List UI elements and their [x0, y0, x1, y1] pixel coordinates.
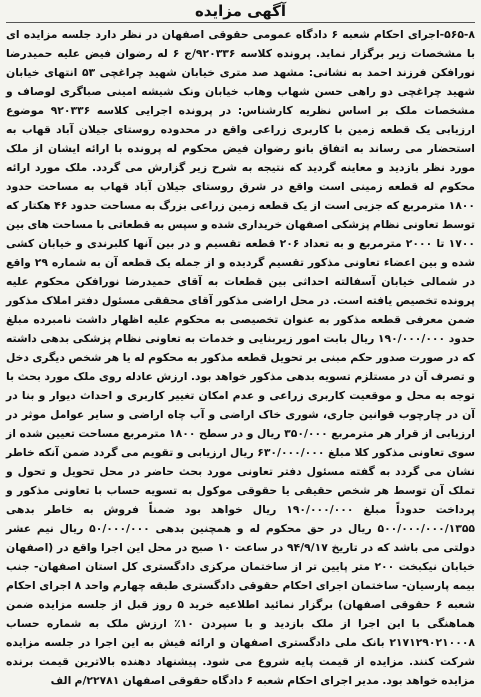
- notice-body: [0, 23, 481, 690]
- notice-header: [6, 0, 475, 23]
- notice-paragraph: ۵۶۵-۸-اجرای احکام شعبه ۶ دادگاه عمومی حقوقی اصفهان در نظر دارد جلسه مزایده ای با مشخصات زیر برگزار نماید. پرونده کلاسه ۹۲۰۳۳۶/ج ۶ له رضوان فیض علیه حمیدرضا نورافکن فرزند احمد به نشانی: مشهد صد متری خیابان شهید چراغچی ۵۳ انتهای خیابان شهید چراغچی دو راهی حسن شهاب وهاب خیابان ونک شیشه امینی صباگری لوصاف و مشخصات ملک بر اساس نظریه کارشناس: در پرونده اجرایی کلاسه ۹۲۰۳۳۶ موضوع ارزیابی یک قطعه زمین با کاربری زراعی واقع در محدوده روستای جیلان آباد قهاب به استحضار می رساند به اتفاق بانو رضوان فیض محکوم له پرونده با ارائه ایشان از ملک مورد نظر بازدید و معاینه گردید که نتیجه به شرح زیر گزارش می گردد. ملک مورد ارائه محکوم له قطعه زمینی است واقع در شرق روستای جیلان آباد قهاب به مساحت حدود ۱۸۰۰ مترمربع که جزیی است از یک قطعه زمین زراعی بزرگ به مساحت حدود ۴۶ هکتار که توسط تعاونی نظام پزشکی اصفهان خریداری شده و سپس به قطعاتی با مساحت های بین ۱۷۰۰ تا ۲۰۰۰ مترمربع و به تعداد ۲۰۶ قطعه تقسیم و در بین آنها کلبرندی و خیابان کشی شده و بین اعضاء تعاونی مذکور تقسیم گردیده و از جمله یک قطعه آن به شماره ۲۹ واقع در شمالی خیابان آسفالته احداثی بین قطعات به آقای حمیدرضا نورافکن محکوم علیه پرونده تخصیص یافته است. در محل اراضی مذکور آقای محققی مسئول دفتر املاک مذکور ضمن معرفی قطعه مذکور به عنوان تخصیصی به محکوم علیه اظهار داشت نامبرده مبلغ حدود ۱۹۰/۰۰۰/۰۰۰ ریال بابت امور زیربنایی و خدمات به تعاونی نظام پزشکی بدهی داشته که در صورت صدور حکم مبنی بر تحویل قطعه مذکور به محکوم له یا هر شخص دیگری دخل و تصرف آن در مستلزم تسویه بدهی مذکور خواهد بود. ارزش عادله روی ملک مورد بحث با توجه به محل و موقعیت کاربری زراعی و عدم امکان تغییر کاربری و احداث دیوار و بنا در آن در چارچوب قوانین جاری، شوری خاک اراضی و آب چاه اراضی و سایر عوامل موثر در ارزیابی از قرار هر مترمربع ۳۵۰/۰۰۰ ریال و در سطح ۱۸۰۰ مترمربع مساحت تعیین شده از سوی تعاونی مذکور کلا مبلغ ۶۳۰/۰۰۰/۰۰۰ ریال ارزیابی و تقویم می گردد ضمن آنکه خاطر نشان می گردد به گفته مسئول دفتر تعاونی مورد بحث حاضر در محل تحویل و تحول و تملک آن توسط هر شخص حقیقی یا حقوقی موکول به تسویه حساب با تعاونی مذکور و پرداخت حدوداً مبلغ ۱۹۰/۰۰۰/۰۰۰ ریال خواهد بود ضمناً فروش به خاطر بدهی ۵۰۰/۰۰۰/۰۰۰/۱۳۵۵ ریال در حق محکوم له و همچنین بدهی ۵۰/۰۰۰/۰۰۰ ریال نیم عشر دولتی می باشد که در تاریخ ۹۴/۹/۱۷ در ساعت ۱۰ صبح در محل این اجرا واقع در (اصفهان خیابان نیکبخت ۲۰۰ متر پایین تر از ساختمان مرکزی دادگستری کل استان اصفهان- جنب بیمه پارسیان- ساختمان اجرای احکام حقوقی دادگستری طبقه چهارم واحد ۸ اجرای احکام شعبه ۶ حقوقی اصفهان) برگزار نمائید اطلاعیه خرید ۵ روز قبل از جلسه مزایده ضمن هماهنگی با این اجرا از ملک بازدید و با سپردن ۱۰٪ ارزش ملک به شماره حساب ۲۱۷۱۲۹۰۲۱۰۰۰۸ بانک ملی دادگستری اصفهان و ارائه فیش به این اجرا در جلسه مزایده شرکت کنند. مزایده از قیمت پایه شروع می شود. پیشنهاد دهنده بالاترین قیمت برنده مزایده خواهد بود. مدیر اجرای احکام شعبه ۶ دادگاه حقوقی اصفهان ۲۲۷۸۱/م الف: [6, 28, 476, 687]
- notice-title: آگهی مزایده: [194, 2, 287, 20]
